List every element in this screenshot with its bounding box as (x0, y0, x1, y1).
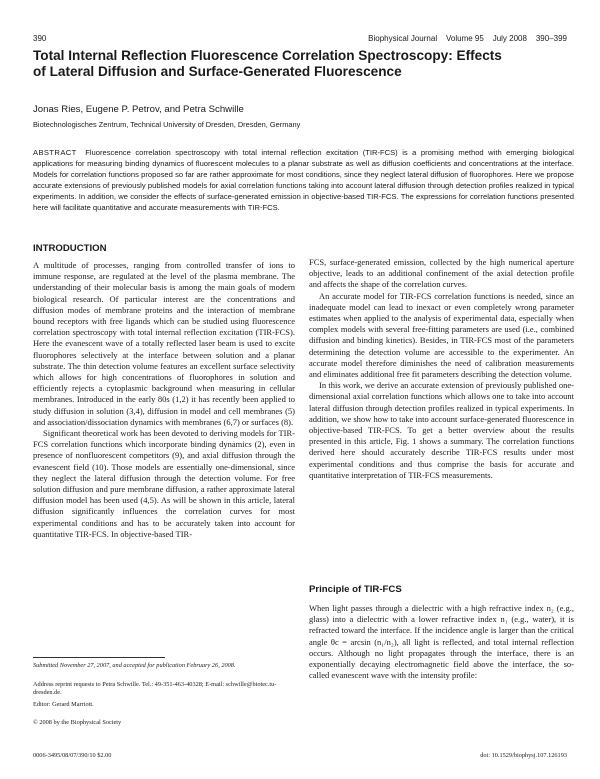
right-column (309, 257, 574, 481)
section-heading-principle: Principle of TIR-FCS (309, 584, 402, 595)
authors: Jonas Ries, Eugene P. Petrov, and Petra Schwille (33, 104, 244, 115)
footnote-editor (33, 701, 295, 709)
paragraph: In this work, we derive an accurate extension of previously published one-dimensional axial correlation functions which allows one to take into account lateral diffusion through detection profiles realized in typical experiments. In addition, we show how to take into account surface-generated fluorescence in objective-based TIR-FCS. To get a better overview about the results presented in this article, Fig. 1 shows a summary. The correlation functions derived here should accurately describe TIR-FCS results under most experimental conditions and thus comprise the basis for accurate and quantitative interpretation of TIR-FCS measurements. (309, 380, 574, 480)
title-line: Total Internal Reflection Fluorescence Correlation Spectroscopy: Effects (33, 48, 502, 63)
footnote-divider (33, 657, 165, 658)
abstract-label: ABSTRACT (33, 148, 77, 157)
abstract-text: Fluorescence correlation spectroscopy with total internal reflection excitation (TIR-FCS) is a promising method with emerging biological applications for measuring binding dynamics of fluorescent molecules to a planar substrate as well as diffusion coefficients and concentrations at the interface. Models for correlation functions proposed so far are rather approximate for most conditions, since they neglect lateral diffusion of fluorophores. Here we propose accurate extensions of previously published models for axial correlation functions taking into account lateral diffusion through detection profiles realized in typical experiments. In addition, we consider the effects of surface-generated emission in objective-based TIR-FCS. The expressions for correlation functions presented here will facilitate quantitative and accurate measurements with TIR-FCS. (33, 148, 574, 212)
paragraph: An accurate model for TIR-FCS correlation functions is needed, since an inadequate model can lead to inexact or even completely wrong parameter estimates when applied to the analysis of experimental data, especially when complex models with several free-fitting parameters are used (i.e., combined diffusion and binding kinetics). Besides, in TIR-FCS most of the parameters determining the detection volume are accessible to the experimenter. An accurate model therefore diminishes the need of calibration measurements and eliminates additional free fit parameters describing the detection volume. (309, 290, 574, 380)
footnote-text: Address reprint requests to Petra Schwille. Tel.: 49-351-463-40328; E-mail: schwille@biotec.tu-dresden.de. (33, 681, 277, 697)
journal-pages: 390–399 (535, 34, 567, 43)
doi: doi: 10.1529/biophysj.107.126193 (480, 752, 567, 759)
running-header (368, 34, 567, 43)
copyright-text: © 2008 by the Biophysical Society (33, 719, 122, 726)
journal-volume: Volume 95 (446, 34, 484, 43)
footnote-address (33, 681, 295, 697)
issn-text: 0006-3495/08/07/390/10 $2.00 (33, 752, 112, 759)
paragraph: A multitude of processes, ranging from controlled transfer of ions to immune response, are regulated at the level of the plasma membrane. The understanding of their molecular basis is among the main goals of modern biological research. Of particular interest are the concentrations and diffusion modes of membrane proteins and the interaction of membrane bound receptors with free ligands which can be studied using fluorescence correlation spectroscopy with total internal reflection excitation (TIR-FCS). Here the evanescent wave of a totally reflected laser beam is used to excite fluorophores selectively at the interface between solution and a planar substrate. The thin detection volume features an excellent surface selectivity which allows for high concentrations of fluorophores in solution and efficiently rejects a cytoplasmic background when measuring in cellular membranes. Introduced in the early 80s (1,2) it has recently been applied to study diffusion in solution (3,4), diffusion in model and cell membranes (5) and association/dissociation dynamics with membranes (6,7) or surfaces (8). (33, 260, 295, 427)
journal-date: July 2008 (492, 34, 527, 43)
paragraph: FCS, surface-generated emission, collected by the high numerical aperture objective, leads to an additional confinement of the axial detection profile and affects the shape of the correlation curves. (309, 257, 574, 290)
footnote-text: Submitted November 27, 2007, and accepted for publication February 26, 2008. (33, 662, 236, 669)
paper-title (33, 48, 573, 80)
paragraph: Significant theoretical work has been devoted to deriving models for TIR-FCS correlation functions which incorporate binding dynamics (2), even in presence of nonfluorescent competitors (9), and axial diffusion through the evanescent field (10). Those models are essentially one-dimensional, since they neglect the lateral diffusion through the detection volume. For free solution diffusion and pure membrane diffusion, a rather approximate lateral diffusion model has been used (4,5). As will be shown in this article, lateral diffusion significantly influences the correlation curves for most experimental conditions and has to be accurately taken into account for quantitative TIR-FCS. In objective-based TIR- (33, 428, 295, 539)
footnote-issn (33, 752, 295, 760)
paragraph: When light passes through a dielectric with a high refractive index n₂ (e.g., glass) into a dielectric with a lower refractive index n₁ (e.g., water), it is refracted toward the interface. If the incidence angle is larger than the critical angle θc = arcsin (n₁/n₂), all light is reflected, and total internal reflection occurs. Although no light propagates through the interface, there is an exponentially decaying electromagnetic field above the interface, the so-called evanescent wave with the intensity profile: (309, 603, 574, 681)
affiliation: Biotechnologisches Zentrum, Technical University of Dresden, Dresden, Germany (33, 120, 301, 129)
journal-name: Biophysical Journal (368, 34, 438, 43)
page-number: 390 (33, 34, 47, 43)
footnote-copyright (33, 719, 295, 727)
principle-text (309, 603, 574, 681)
left-column (33, 260, 295, 540)
title-line: of Lateral Diffusion and Surface-Generated Fluorescence (33, 64, 402, 79)
footnote-text: Editor: Gerard Marriott. (33, 701, 94, 708)
footnote-submitted (33, 662, 295, 670)
section-heading-introduction: INTRODUCTION (33, 243, 107, 254)
abstract (33, 147, 574, 213)
